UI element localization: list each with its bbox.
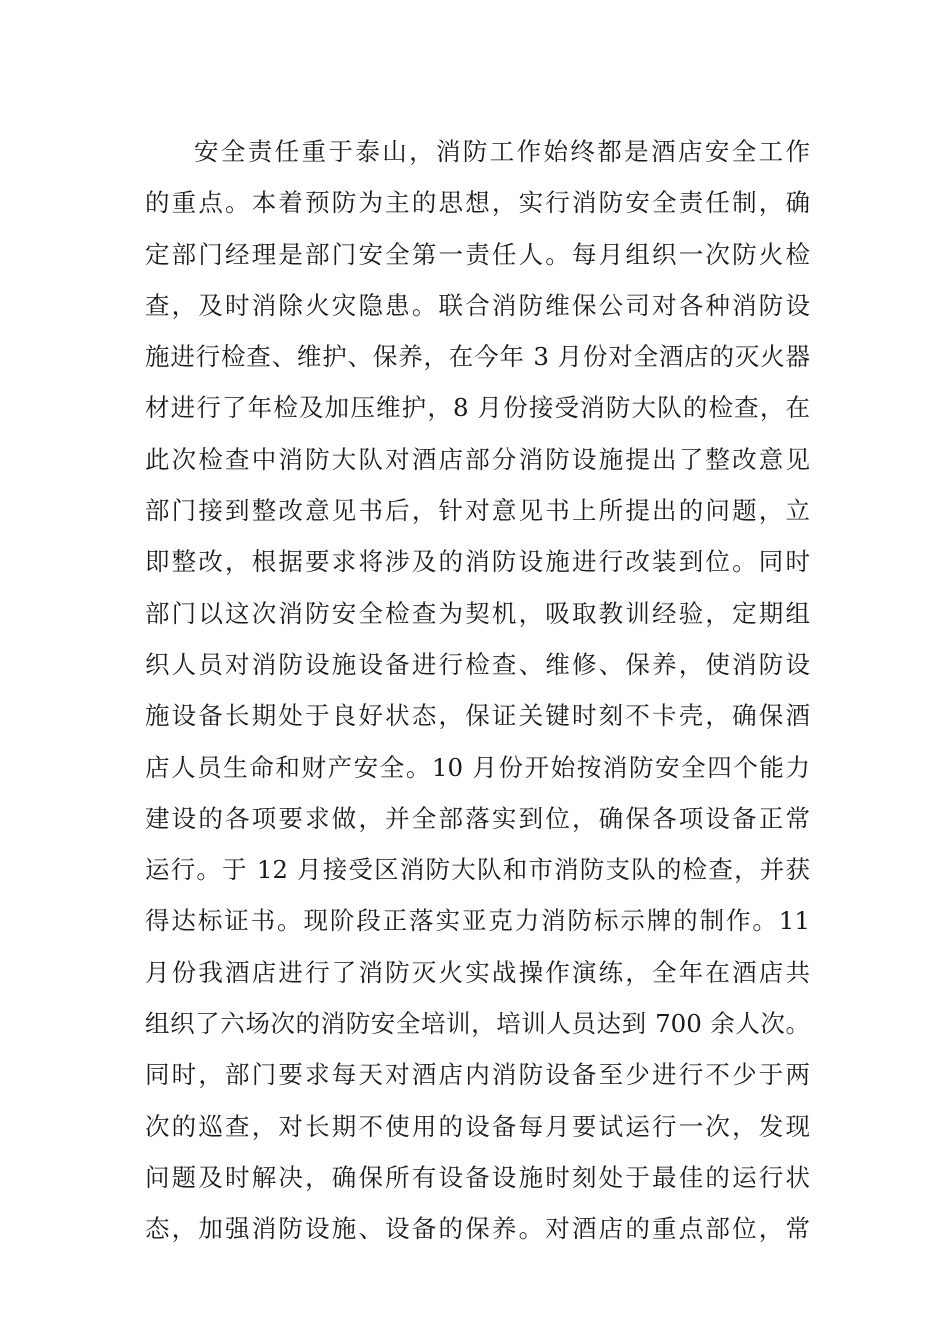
text-line: 同时，部门要求每天对酒店内消防设备至少进行不少于两: [145, 1060, 810, 1090]
text-line: 施进行检查、维护、保养，在今年 3 月份对全酒店的灭火器: [145, 342, 810, 372]
text-line: 此次检查中消防大队对酒店部分消防设施提出了整改意见: [145, 444, 810, 474]
text-line: 的重点。本着预防为主的思想，实行消防安全责任制，确: [145, 188, 810, 218]
text-line: 态，加强消防设施、设备的保养。对酒店的重点部位，常: [145, 1214, 810, 1244]
text-line: 组织了六场次的消防安全培训，培训人员达到 700 余人次。: [145, 1009, 810, 1039]
text-line: 定部门经理是部门安全第一责任人。每月组织一次防火检: [145, 239, 810, 269]
text-line: 施设备长期处于良好状态，保证关键时刻不卡壳，确保酒: [145, 701, 810, 731]
text-line: 得达标证书。现阶段正落实亚克力消防标示牌的制作。11: [145, 906, 810, 936]
body-paragraph: [145, 126, 810, 1255]
text-line: 部门接到整改意见书后，针对意见书上所提出的问题，立: [145, 496, 810, 526]
text-line: 次的巡查，对长期不使用的设备每月要试运行一次，发现: [145, 1111, 810, 1141]
text-line: 安全责任重于泰山，消防工作始终都是酒店安全工作: [194, 137, 810, 166]
text-line: 部门以这次消防安全检查为契机，吸取教训经验，定期组: [145, 598, 810, 628]
text-line: 即整改，根据要求将涉及的消防设施进行改装到位。同时: [145, 547, 810, 577]
text-line: 查，及时消除火灾隐患。联合消防维保公司对各种消防设: [145, 290, 810, 320]
text-line: 运行。于 12 月接受区消防大队和市消防支队的检查，并获: [145, 855, 810, 885]
text-line: 问题及时解决，确保所有设备设施时刻处于最佳的运行状: [145, 1162, 810, 1192]
text-line: 店人员生命和财产安全。10 月份开始按消防安全四个能力: [145, 752, 810, 782]
text-line: 材进行了年检及加压维护，8 月份接受消防大队的检查，在: [145, 393, 810, 423]
text-line: 月份我酒店进行了消防灭火实战操作演练，全年在酒店共: [145, 957, 810, 987]
text-line: 建设的各项要求做，并全部落实到位，确保各项设备正常: [145, 803, 810, 833]
text-line: 织人员对消防设施设备进行检查、维修、保养，使消防设: [145, 649, 810, 679]
